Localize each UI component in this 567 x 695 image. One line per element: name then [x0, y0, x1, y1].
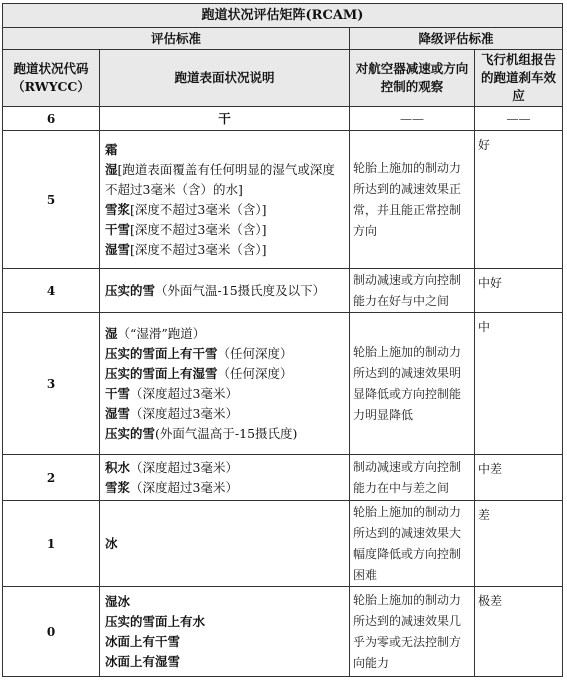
table-row [3, 269, 563, 313]
observation: 轮胎上施加的制动力所达到的减速效果明显降低或方向控制能力明显降低 [350, 313, 475, 455]
surface-item: 雪浆（深度超过3毫米） [105, 479, 238, 495]
table-row [3, 501, 563, 587]
braking-effect: 差 [475, 501, 563, 587]
rwycc-code: 3 [3, 313, 100, 455]
observation: 轮胎上施加的制动力所达到的减速效果几乎为零或无法控制方向能力 [350, 587, 475, 677]
surface-item: 压实的雪面上有湿雪（任何深度） [105, 365, 293, 381]
surface-item: 湿冰 [105, 593, 131, 609]
braking-effect: —— [475, 107, 563, 131]
surface-item: 干雪[深度不超过3毫米（含）] [105, 221, 267, 237]
rwycc-code: 1 [3, 501, 100, 587]
surface-item: 积水（深度超过3毫米） [105, 459, 238, 475]
header-effect: 飞行机组报告的跑道刹车效应 [475, 50, 563, 107]
observation: 轮胎上施加的制动力所达到的减速效果正常，并且能正常控制方向 [350, 131, 475, 269]
surface-item: 湿雪[深度不超过3毫米（含）] [105, 241, 267, 257]
surface-item: 雪浆[深度不超过3毫米（含）] [105, 201, 267, 217]
surface-item: 冰面上有湿雪 [105, 653, 181, 669]
table-title: 跑道状况评估矩阵(RCAM) [3, 4, 563, 28]
observation: 制动减速或方向控制能力在好与中之间 [350, 269, 475, 313]
surface-desc [100, 131, 350, 269]
surface-item: 压实的雪（外面气温-15摄氏度及以下） [105, 282, 326, 298]
braking-effect: 中好 [475, 269, 563, 313]
table-row [3, 587, 563, 677]
surface-desc [100, 455, 350, 501]
braking-effect: 中 [475, 313, 563, 455]
surface-desc [100, 313, 350, 455]
surface-item: 干雪（深度超过3毫米） [105, 385, 238, 401]
section-assessment: 评估标准 [3, 28, 350, 50]
header-desc: 跑道表面状况说明 [100, 50, 350, 107]
rwycc-code: 4 [3, 269, 100, 313]
surface-desc [100, 587, 350, 677]
surface-item: 湿[跑道表面覆盖有任何明显的湿气或深度不超过3毫米（含）的水] [105, 161, 335, 197]
surface-item: 湿（“湿滑”跑道） [105, 325, 206, 341]
table-row [3, 455, 563, 501]
surface-item: 压实的雪面上有干雪（任何深度） [105, 345, 293, 361]
rcam-table [2, 3, 563, 677]
braking-effect: 好 [475, 131, 563, 269]
braking-effect: 极差 [475, 587, 563, 677]
table-row [3, 313, 563, 455]
surface-item: 冰 [105, 535, 118, 551]
surface-desc [100, 501, 350, 587]
observation: 轮胎上施加的制动力所达到的减速效果大幅度降低或方向控制困难 [350, 501, 475, 587]
surface-item: 霜 [105, 141, 118, 157]
rwycc-code: 5 [3, 131, 100, 269]
observation: 制动减速或方向控制能力在中与差之间 [350, 455, 475, 501]
surface-item: 压实的雪(外面气温高于-15摄氏度) [105, 425, 298, 441]
surface-item: 湿雪（深度超过3毫米） [105, 405, 238, 421]
surface-desc [100, 269, 350, 313]
header-obs: 对航空器减速或方向控制的观察 [350, 50, 475, 107]
rwycc-code: 0 [3, 587, 100, 677]
header-code: 跑道状况代码（RWYCC） [3, 50, 100, 107]
table-row [3, 131, 563, 269]
observation: —— [350, 107, 475, 131]
surface-item: 冰面上有干雪 [105, 633, 181, 649]
surface-item: 压实的雪面上有水 [105, 613, 206, 629]
section-downgrade: 降级评估标准 [350, 28, 563, 50]
braking-effect: 中差 [475, 455, 563, 501]
surface-desc: 干 [100, 107, 350, 131]
rwycc-code: 2 [3, 455, 100, 501]
rwycc-code: 6 [3, 107, 100, 131]
table-row [3, 107, 563, 131]
